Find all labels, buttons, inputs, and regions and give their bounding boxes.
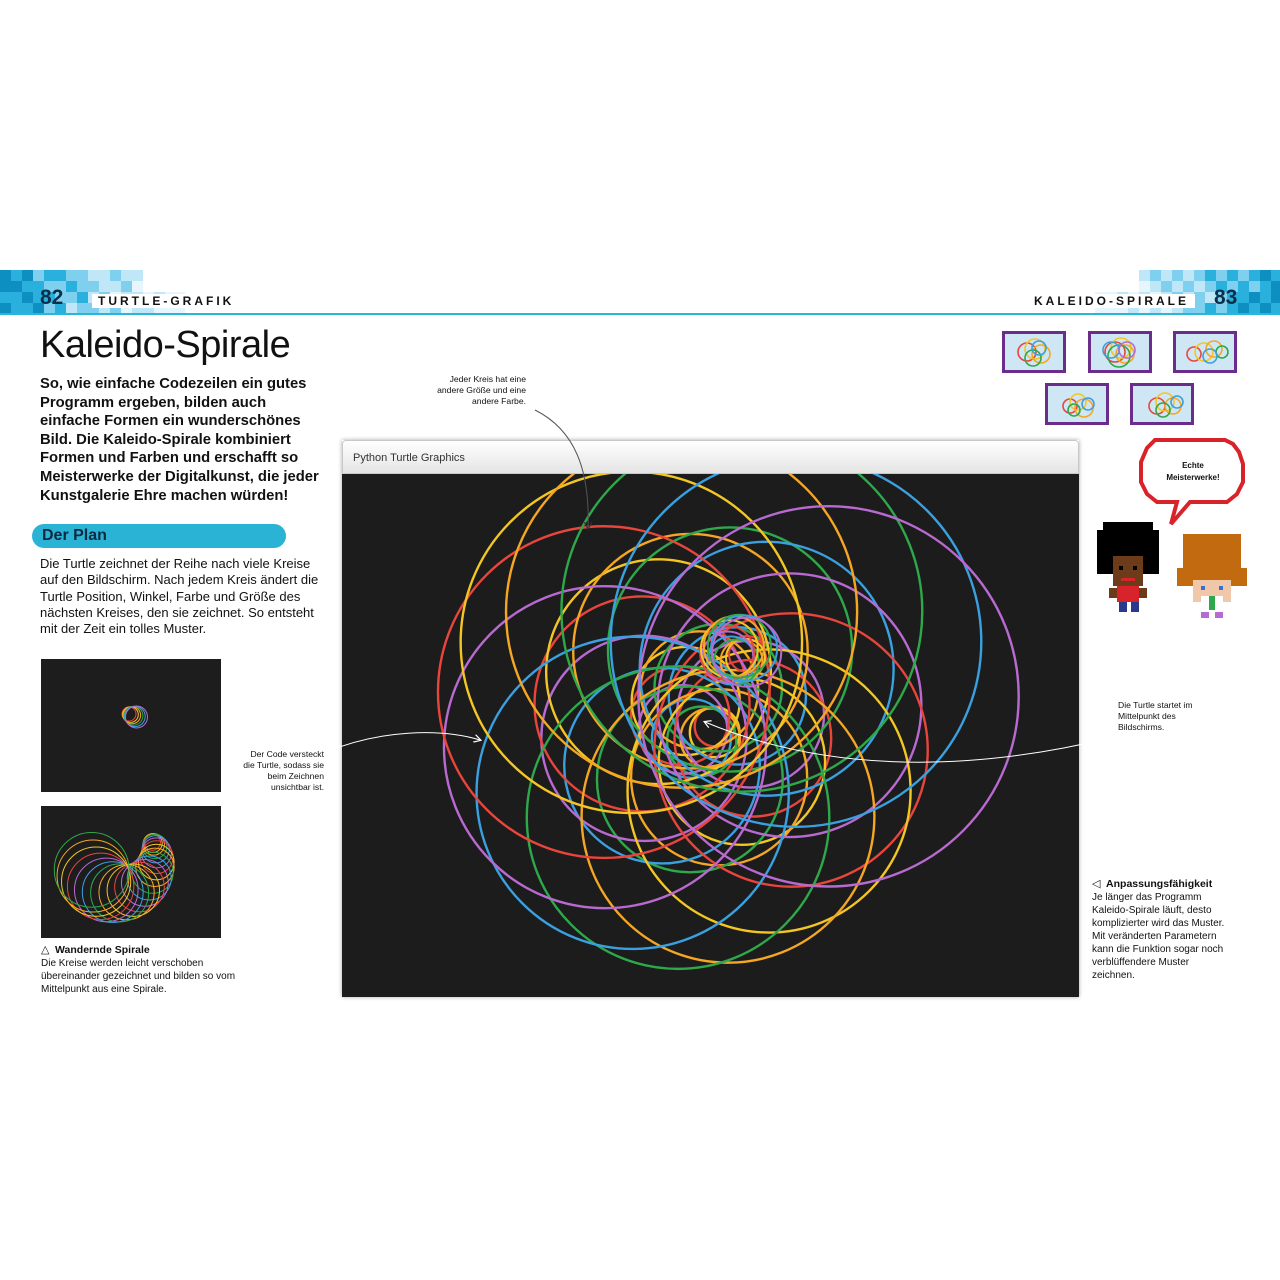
pixel-tile [121,270,132,281]
spiral-circle [57,840,129,912]
pixel-tile [110,270,121,281]
pixel-tile [77,292,88,303]
pixel-character-dark-hair [1095,522,1165,612]
spiral-circle [67,853,133,919]
right-page-number: 83 [1214,286,1238,309]
plan-paragraph: Die Turtle zeichnet der Reihe nach viele Kreise auf den Bildschirm. Nach jedem Kreis ändert die Turtle Position, Winkel, Farbe und Größe des nächsten Kreises, den sie zeichnet. So entsteht mit der Zeit ein tolles Muster. [40,556,319,637]
pixel-tile [1249,281,1260,292]
annotation-circles: Jeder Kreis hat eine andere Größe und eine andere Farbe. [437,374,526,406]
pixel-tile [1238,292,1249,303]
artwork-frame-2 [1088,331,1152,373]
right-running-title: KALEIDO-SPIRALE [1028,294,1195,308]
spiral-circle [82,862,143,923]
turtle-canvas [342,474,1079,997]
pixel-tile [1161,281,1172,292]
pixel-tile [1249,270,1260,281]
pixel-tile [132,270,143,281]
annotation-start-center: Die Turtle startet im Mittelpunkt des Bildschirms. [1118,700,1193,732]
window-titlebar [342,440,1079,474]
left-page-number: 82 [40,286,64,309]
speech-bubble-text: Echte Meisterwerke! [1166,461,1220,482]
anpassungsfaehigkeit-caption [1092,878,1232,982]
window-title: Python Turtle Graphics [353,452,465,464]
pixel-character-brown-hair [1175,528,1255,618]
pixel-tile [22,292,33,303]
intro-paragraph: So, wie einfache Codezeilen ein gutes Programm ergeben, bilden auch einfache Formen ein wunderschönes Bild. Die Kaleido-Spirale kombiniert Formen und Farben und erschafft so Meisterwerke der Digitalkunst, die jeder Kunstgalerie Ehre machen würden! [40,376,319,504]
page-title: Kaleido-Spirale [40,324,291,366]
pixel-tile [1260,270,1271,281]
pixel-tile [1172,270,1183,281]
pixel-tile [66,292,77,303]
pixel-tile [1260,292,1271,303]
pixel-tile [0,281,11,292]
spiral-thumbnail-early [41,659,221,792]
pixel-tile [88,270,99,281]
pixel-tile [66,281,77,292]
pixel-tile [1271,292,1280,303]
pixel-tile [11,281,22,292]
pixel-tile [1227,270,1238,281]
spiral-circle [62,847,131,916]
spiral-thumbnail-later-drawing [41,806,221,938]
pixel-tile [0,270,11,281]
spiral-thumbnail-early-drawing [41,659,221,792]
pixel-tile [11,292,22,303]
pixel-tile [1260,281,1271,292]
pixel-tile [22,281,33,292]
artwork-frame-5 [1130,383,1194,425]
triangle-left-icon: ◁ [1092,878,1101,890]
pixel-tile [88,281,99,292]
wandernde-spirale-caption [41,944,241,996]
pixel-tile [121,281,132,292]
pixel-tile [1150,281,1161,292]
spiral-circle [1171,396,1183,408]
pixel-tile [44,270,55,281]
left-running-title: TURTLE-GRAFIK [92,294,240,308]
pixel-tile [1150,270,1161,281]
kaleido-spiral-drawing [342,474,1079,997]
pixel-tile [99,270,110,281]
pixel-tile [1271,270,1280,281]
annotation-hidden-turtle: Der Code versteckt die Turtle, sodass sie beim Zeichnen unsichtbar ist. [243,749,324,792]
pixel-tile [33,270,44,281]
pixel-tile [1183,270,1194,281]
artwork-frame-3 [1173,331,1237,373]
plan-heading: Der Plan [32,524,286,548]
spiral-thumbnail-later [41,806,221,938]
pixel-tile [1183,281,1194,292]
pixel-tile [1238,281,1249,292]
header-rule-left [0,313,640,315]
pixel-tile [1172,281,1183,292]
pixel-tile [110,281,121,292]
turtle-graphics-window [342,440,1079,997]
pixel-tile [1194,281,1205,292]
pixel-tile [132,281,143,292]
pixel-tile [99,281,110,292]
pixel-tile [55,270,66,281]
header-rule-right [640,313,1280,315]
pixel-tile [0,292,11,303]
caption-text: Die Kreise werden leicht verschoben übereinander gezeichnet und bilden so vom Mittelpunkt aus eine Spirale. [41,958,236,995]
artwork-frame-4 [1045,383,1109,425]
caption-title: Wandernde Spirale [55,944,150,956]
adapt-caption-title: Anpassungsfähigkeit [1106,878,1213,890]
pixel-tile [66,270,77,281]
pixel-tile [77,281,88,292]
triangle-up-icon: △ [41,944,50,956]
pixel-tile [1161,270,1172,281]
pixel-tile [1216,270,1227,281]
pixel-tile [1238,270,1249,281]
pixel-tile [1139,270,1150,281]
pixel-tile [1205,270,1216,281]
pixel-tile [22,270,33,281]
pixel-tile [1249,292,1260,303]
pixel-tile [1271,281,1280,292]
adapt-caption-text: Je länger das Programm Kaleido-Spirale läuft, desto komplizierter wird das Muster. Mit veränderten Parametern kann die Funktion sogar noch verblüffendere Muster zeichnen. [1092,892,1225,981]
pixel-tile [1194,270,1205,281]
artwork-frame-1 [1002,331,1066,373]
pixel-tile [11,270,22,281]
pixel-tile [1194,292,1205,303]
pixel-tile [1139,281,1150,292]
pixel-tile [77,270,88,281]
